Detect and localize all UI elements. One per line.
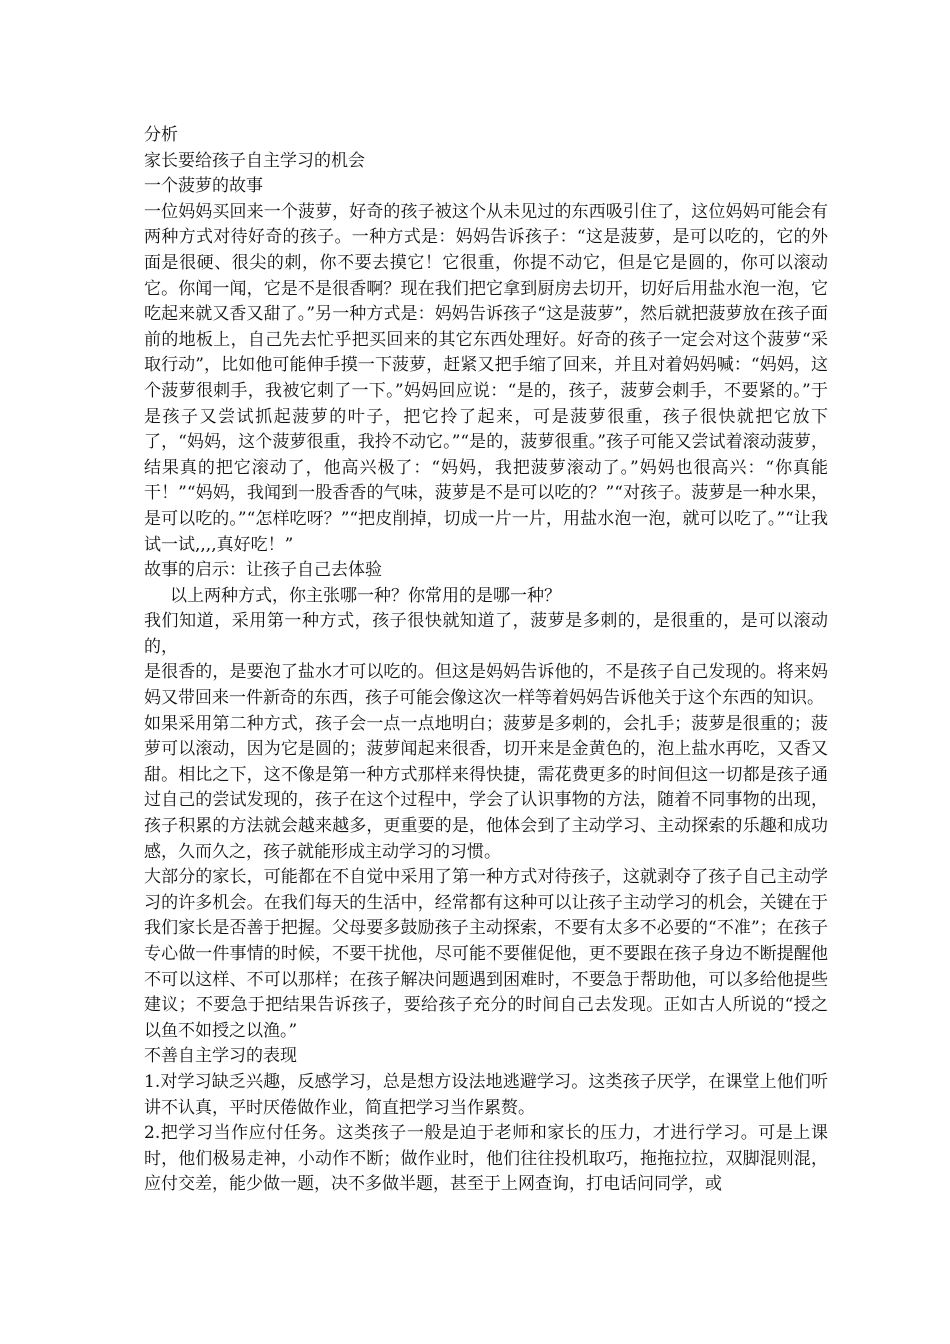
paragraph-second-way: 如果采用第二种方式，孩子会一点一点地明白；菠萝是多刺的，会扎手；菠萝是很重的；菠萝可以滚动，因为它是圆的；菠萝闻起来很香，切开来是金黄色的，泡上盐水再吃，又香又甜。相比之下，这不像是第一种方式那样来得快捷，需花费更多的时间但这一切都是孩子通过自己的尝试发现的，孩子在这个过程中，学会了认识事物的方法，随着不同事物的出现，孩子积累的方法就会越来越多，更重要的是，他体会到了主动学习、主动探索的乐趣和成功感，久而久之，孩子就能形成主动学习的习惯。 bbox=[144, 713, 828, 862]
section-heading-pineapple-story: 一个菠萝的故事 bbox=[144, 176, 263, 197]
paragraph-first-way: 我们知道，采用第一种方式，孩子很快就知道了，菠萝是多刺的，是很重的，是可以滚动的， bbox=[144, 611, 828, 657]
section-heading-autonomy: 家长要给孩子自主学习的机会 bbox=[144, 150, 365, 171]
list-item-2: 2.把学习当作应付任务。这类孩子一般是迫于老师和家长的压力，才进行学习。可是上课时，他们极易走神，小动作不断；做作业时，他们往往投机取巧，拖拖拉拉，双脚混则混，应付交差，能少做一题，决不多做半题，甚至于上网查询，打电话问同学，或 bbox=[144, 1123, 828, 1195]
paragraph-parents-advice: 大部分的家长，可能都在不自觉中采用了第一种方式对待孩子，这就剥夺了孩子自己主动学习的许多机会。在我们每天的生活中，经常都有这种可以让孩子主动学习的机会，关键在于我们家长是否善于把握。父母要多鼓励孩子主动探索，不要有太多不必要的“不准”；在孩子专心做一件事情的时候，不要干扰他，尽可能不要催促他，更不要跟在孩子身边不断提醒他不可以这样、不可以那样；在孩子解决问题遇到困难时，不要急于帮助他，可以多给他提些建议；不要急于把结果告诉孩子，要给孩子充分的时间自己去发现。正如古人所说的“授之以鱼不如授之以渔。” bbox=[144, 867, 828, 1041]
paragraph-story: 一位妈妈买回来一个菠萝，好奇的孩子被这个从未见过的东西吸引住了，这位妈妈可能会有两种方式对待好奇的孩子。一种方式是：妈妈告诉孩子：“这是菠萝，是可以吃的，它的外面是很硬、很尖的刺，你不要去摸它！它很重，你提不动它，但是它是圆的，你可以滚动它。你闻一闻，它是不是很香啊？现在我们把它拿到厨房去切开，切好后用盐水泡一泡，它吃起来就又香又甜了。”另一种方式是：妈妈告诉孩子“这是菠萝”，然后就把菠萝放在孩子面前的地板上，自己先去忙乎把买回来的其它东西处理好。好奇的孩子一定会对这个菠萝“采取行动”，比如他可能伸手摸一下菠萝，赶紧又把手缩了回来，并且对着妈妈喊：“妈妈，这个菠萝很刺手，我被它刺了一下。”妈妈回应说：“是的，孩子，菠萝会刺手，不要紧的。”于是孩子又尝试抓起菠萝的叶子，把它拎了起来，可是菠萝很重，孩子很快就把它放下了，“妈妈，这个菠萝很重，我拎不动它。”“是的，菠萝很重。”孩子可能又尝试着滚动菠萝，结果真的把它滚动了，他高兴极了：“妈妈，我把菠萝滚动了。”妈妈也很高兴：“你真能干！”“妈妈，我闻到一股香香的气味，菠萝是不是可以吃的？”“对孩子。菠萝是一种水果，是可以吃的。”“怎样吃呀？”“把皮削掉，切成一片一片，用盐水泡一泡，就可以吃了。”“让我试一试,,,,真好吃！” bbox=[144, 201, 828, 555]
paragraph-first-way-continued: 是很香的，是要泡了盐水才可以吃的。但这是妈妈告诉他的，不是孩子自己发现的。将来妈妈又带回来一件新奇的东西，孩子可能会像这次一样等着妈妈告诉他关于这个东西的知识。 bbox=[144, 662, 828, 709]
list-item-1: 1.对学习缺乏兴趣，反感学习，总是想方设法地逃避学习。这类孩子厌学，在课堂上他们听讲不认真，平时厌倦做作业，简直把学习当作累赘。 bbox=[144, 1071, 828, 1118]
document-page bbox=[144, 123, 828, 1198]
paragraph-question: 以上两种方式，你主张哪一种？你常用的是哪一种？ bbox=[170, 585, 561, 606]
section-heading-symptoms: 不善自主学习的表现 bbox=[144, 1046, 297, 1067]
section-heading-analysis: 分析 bbox=[144, 125, 178, 145]
section-heading-lesson: 故事的启示：让孩子自己去体验 bbox=[144, 560, 382, 581]
